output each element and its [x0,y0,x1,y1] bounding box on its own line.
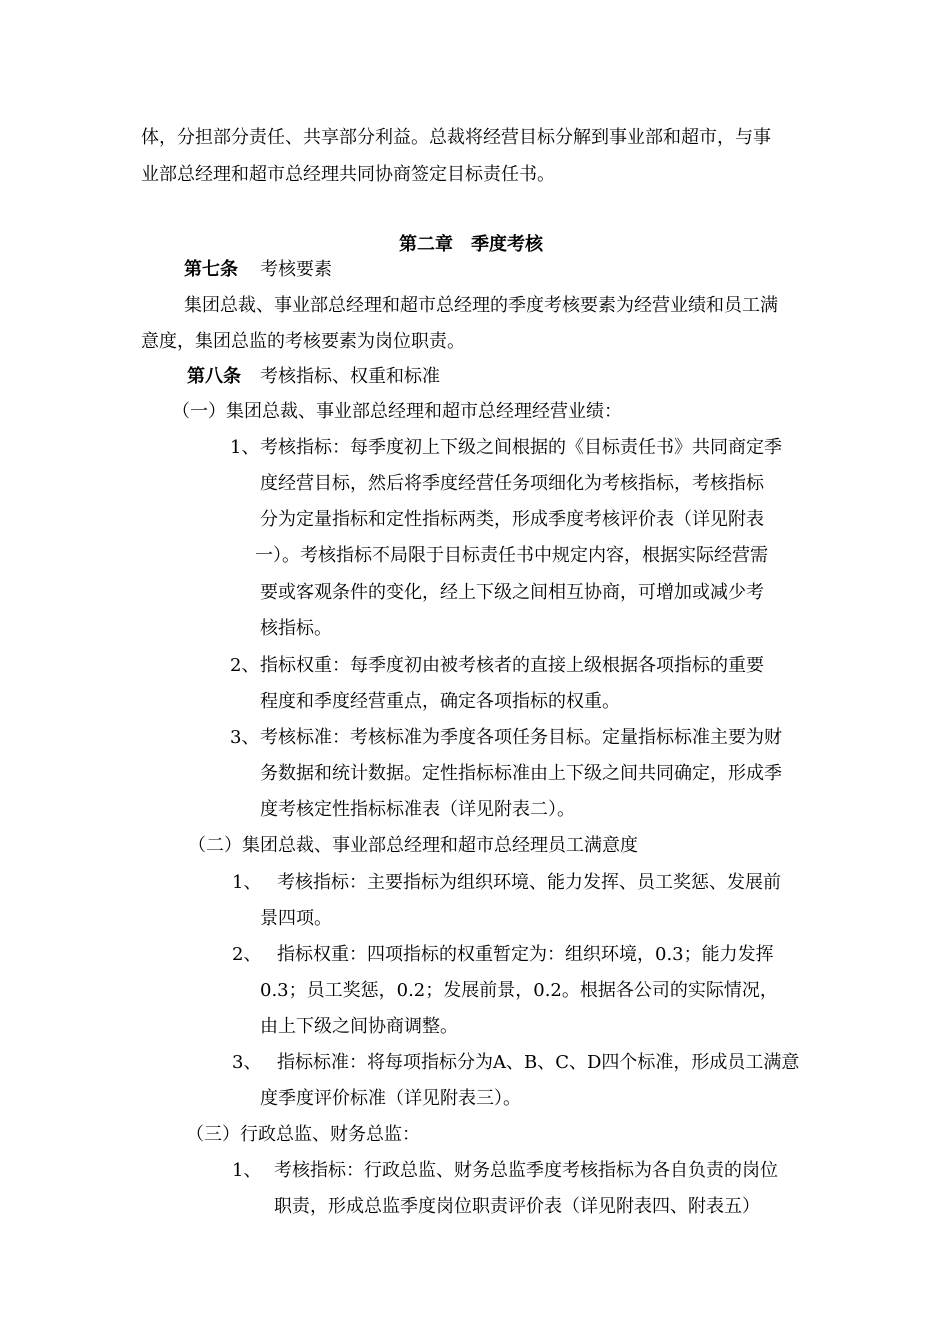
article-8-title: 考核指标、权重和标准 [260,366,440,387]
section-2-item-3-line: 指标标准：将每项指标分为A、B、C、D四个标准，形成员工满意 [277,1052,800,1073]
section-1-item-1-line: 核指标。 [260,618,332,639]
article-8-label: 第八条 [187,366,241,387]
section-1-item-1-line: 一）。考核指标不局限于目标责任书中规定内容，根据实际经营需 [255,545,768,566]
section-3-item-1-line: 考核指标：行政总监、财务总监季度考核指标为各自负责的岗位 [274,1160,778,1181]
section-3-item-1-number: 1、 [232,1160,262,1181]
section-2-item-1-line: 景四项。 [260,908,332,929]
section-1-item-2-number: 2、 [230,655,260,676]
intro-line-1: 体，分担部分责任、共享部分利益。总裁将经营目标分解到事业部和超市，与事 [141,127,771,148]
article-7-label: 第七条 [184,259,238,280]
section-1-item-1-line: 考核指标：每季度初上下级之间根据的《目标责任书》共同商定季 [260,437,782,458]
article-7-text-1: 集团总裁、事业部总经理和超市总经理的季度考核要素为经营业绩和员工满 [184,295,778,316]
section-1-item-3-number: 3、 [230,727,260,748]
intro-line-2: 业部总经理和超市总经理共同协商签定目标责任书。 [141,164,555,185]
article-7-title: 考核要素 [260,259,332,280]
section-1-item-1-line: 度经营目标，然后将季度经营任务项细化为考核指标，考核指标 [260,473,764,494]
section-3-item-1-line: 职责，形成总监季度岗位职责评价表（详见附表四、附表五） [274,1196,760,1217]
section-2-item-2-number: 2、 [232,944,262,965]
section-1-item-1-line: 要或客观条件的变化，经上下级之间相互协商，可增加或减少考 [260,582,764,603]
section-1-heading: （一）集团总裁、事业部总经理和超市总经理经营业绩： [172,401,622,422]
chapter-title: 第二章 季度考核 [399,234,543,255]
section-2-item-2-line: 由上下级之间协商调整。 [260,1016,458,1037]
section-1-item-2-line: 指标权重：每季度初由被考核者的直接上级根据各项指标的重要 [260,655,764,676]
article-7-text-2: 意度，集团总监的考核要素为岗位职责。 [141,331,465,352]
section-2-item-2-line: 0.3；员工奖惩，0.2；发展前景，0.2。根据各公司的实际情况， [260,980,778,1001]
section-2-item-1-line: 考核指标：主要指标为组织环境、能力发挥、员工奖惩、发展前 [277,872,781,893]
section-2-item-3-number: 3、 [232,1052,262,1073]
section-2-item-3-line: 度季度评价标准（详见附表三）。 [260,1088,521,1109]
section-2-item-2-line: 指标权重：四项指标的权重暂定为：组织环境，0.3；能力发挥 [277,944,774,965]
section-1-item-3-line: 度考核定性指标标准表（详见附表二）。 [260,799,575,820]
section-1-item-2-line: 程度和季度经营重点，确定各项指标的权重。 [260,691,620,712]
section-1-item-1-number: 1、 [230,437,260,458]
section-3-heading: （三）行政总监、财务总监： [186,1124,420,1145]
section-2-item-1-number: 1、 [232,872,262,893]
section-2-heading: （二）集团总裁、事业部总经理和超市总经理员工满意度 [188,835,638,856]
section-1-item-3-line: 考核标准：考核标准为季度各项任务目标。定量指标标准主要为财 [260,727,782,748]
section-1-item-3-line: 务数据和统计数据。定性指标标准由上下级之间共同确定，形成季 [260,763,782,784]
section-1-item-1-line: 分为定量指标和定性指标两类，形成季度考核评价表（详见附表 [260,509,764,530]
